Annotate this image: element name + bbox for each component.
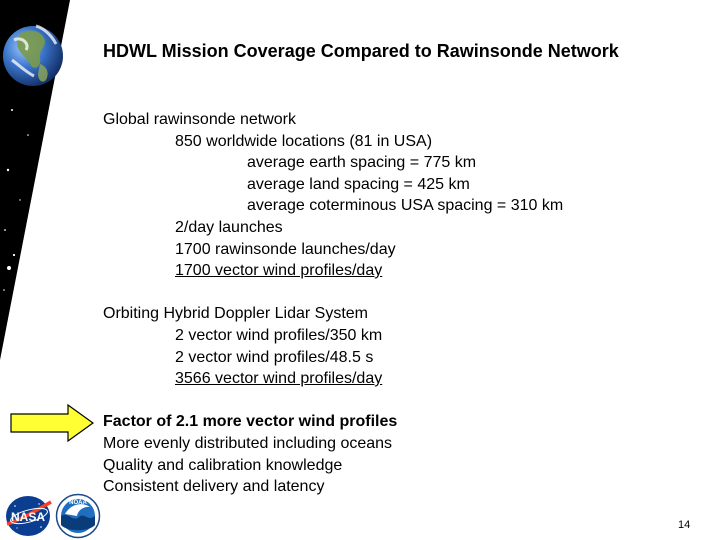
rawinsonde-heading: Global rawinsonde network	[103, 111, 296, 128]
rawinsonde-profiles-per-day: 1700 vector wind profiles/day	[175, 262, 383, 279]
nasa-logo-text: NASA	[10, 510, 46, 524]
usa-spacing: average coterminous USA spacing = 310 km	[247, 197, 564, 214]
launch-rate: 2/day launches	[175, 219, 283, 236]
slide-title: HDWL Mission Coverage Compared to Rawinsonde Network	[103, 41, 619, 61]
hybrid-profiles-per-day: 3566 vector wind profiles/day	[175, 370, 383, 387]
land-spacing: average land spacing = 425 km	[247, 176, 470, 193]
delivery-conclusion: Consistent delivery and latency	[103, 478, 325, 495]
noaa-logo	[55, 493, 101, 539]
distribution-conclusion: More evenly distributed including oceans	[103, 435, 393, 452]
rawinsonde-locations: 850 worldwide locations (81 in USA)	[175, 133, 433, 150]
earth-globe-icon	[3, 26, 63, 86]
hybrid-heading: Orbiting Hybrid Doppler Lidar System	[103, 305, 368, 322]
profiles-per-distance: 2 vector wind profiles/350 km	[175, 327, 383, 344]
page-number: 14	[678, 519, 691, 531]
earth-spacing: average earth spacing = 775 km	[247, 154, 477, 171]
noaa-logo-text: NOAA	[69, 500, 87, 506]
quality-conclusion: Quality and calibration knowledge	[103, 457, 343, 474]
nasa-logo	[3, 494, 53, 538]
arrow-right-icon	[10, 404, 94, 442]
factor-conclusion: Factor of 2.1 more vector wind profiles	[103, 413, 398, 430]
launches-per-day: 1700 rawinsonde launches/day	[175, 241, 396, 258]
profiles-per-time: 2 vector wind profiles/48.5 s	[175, 349, 374, 366]
